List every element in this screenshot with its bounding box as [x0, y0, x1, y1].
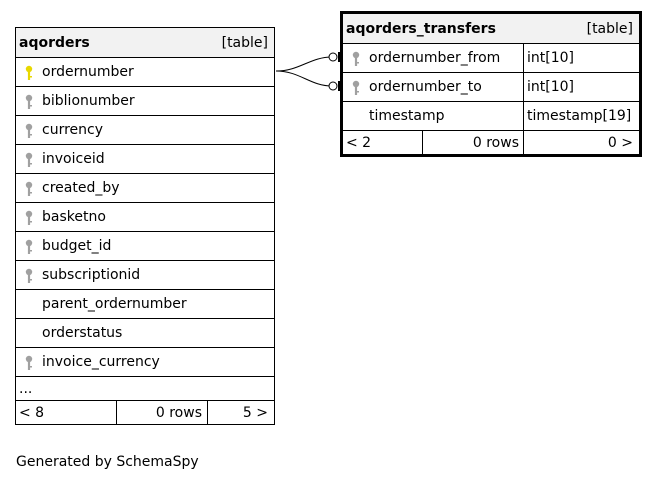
table-footer — [16, 400, 274, 424]
column-name: timestamp — [369, 108, 445, 124]
table-name: aqorders — [19, 34, 90, 51]
table-aqorders[interactable] — [15, 27, 275, 425]
column-name: subscriptionid — [42, 267, 141, 283]
column-row[interactable] — [16, 289, 274, 318]
column-name: parent_ordernumber — [42, 296, 187, 312]
table-aqorders-transfers[interactable] — [340, 11, 642, 157]
foreign-key-icon — [24, 152, 34, 168]
column-row[interactable] — [16, 260, 274, 289]
column-row[interactable] — [343, 101, 639, 130]
table-kind: [table] — [221, 34, 268, 51]
column-row[interactable] — [16, 115, 274, 144]
zero-many-marker-to — [329, 82, 337, 90]
table-kind: [table] — [586, 20, 633, 37]
foreign-key-icon — [24, 210, 34, 226]
column-row[interactable] — [343, 72, 639, 101]
column-name: currency — [42, 122, 103, 138]
generated-by-label: Generated by SchemaSpy — [16, 454, 199, 470]
primary-key-icon — [24, 65, 34, 81]
column-name: budget_id — [42, 238, 112, 254]
foreign-key-icon — [351, 80, 361, 96]
children-count[interactable]: 5 > — [242, 404, 268, 421]
column-name: invoiceid — [42, 151, 105, 167]
column-type: int[10] — [527, 50, 574, 66]
column-type: timestamp[19] — [527, 108, 632, 124]
table-header — [16, 28, 274, 57]
column-name: invoice_currency — [42, 354, 160, 370]
column-row[interactable] — [343, 43, 639, 72]
foreign-key-icon — [24, 355, 34, 371]
foreign-key-icon — [24, 239, 34, 255]
column-name: ordernumber_to — [369, 79, 482, 95]
column-name: created_by — [42, 180, 120, 196]
table-footer — [343, 130, 639, 154]
children-count[interactable]: 0 > — [607, 134, 633, 151]
column-row[interactable] — [16, 57, 274, 86]
foreign-key-icon — [24, 123, 34, 139]
foreign-key-icon — [24, 94, 34, 110]
column-row[interactable] — [16, 144, 274, 173]
edge-ordernumber-to-ordernumber-to — [276, 71, 332, 86]
zero-many-marker-from — [329, 53, 337, 61]
column-row[interactable] — [16, 202, 274, 231]
column-row[interactable] — [16, 86, 274, 115]
row-count: 0 rows — [155, 404, 202, 421]
foreign-key-icon — [24, 181, 34, 197]
column-row[interactable] — [16, 318, 274, 347]
column-name: ordernumber_from — [369, 50, 501, 66]
column-name: ordernumber — [42, 64, 134, 80]
column-name: biblionumber — [42, 93, 135, 109]
column-name: orderstatus — [42, 325, 123, 341]
table-name: aqorders_transfers — [346, 20, 496, 37]
column-row[interactable] — [16, 231, 274, 260]
column-row[interactable] — [16, 347, 274, 376]
column-row[interactable] — [16, 173, 274, 202]
parents-count[interactable]: < 8 — [19, 404, 45, 421]
column-name: basketno — [42, 209, 106, 225]
edge-ordernumber-to-ordernumber-from — [276, 57, 332, 71]
column-type: int[10] — [527, 79, 574, 95]
parents-count[interactable]: < 2 — [346, 134, 372, 151]
row-count: 0 rows — [472, 134, 519, 151]
foreign-key-icon — [24, 268, 34, 284]
foreign-key-icon — [351, 51, 361, 67]
table-header — [343, 14, 639, 43]
more-columns: ... — [16, 376, 274, 400]
